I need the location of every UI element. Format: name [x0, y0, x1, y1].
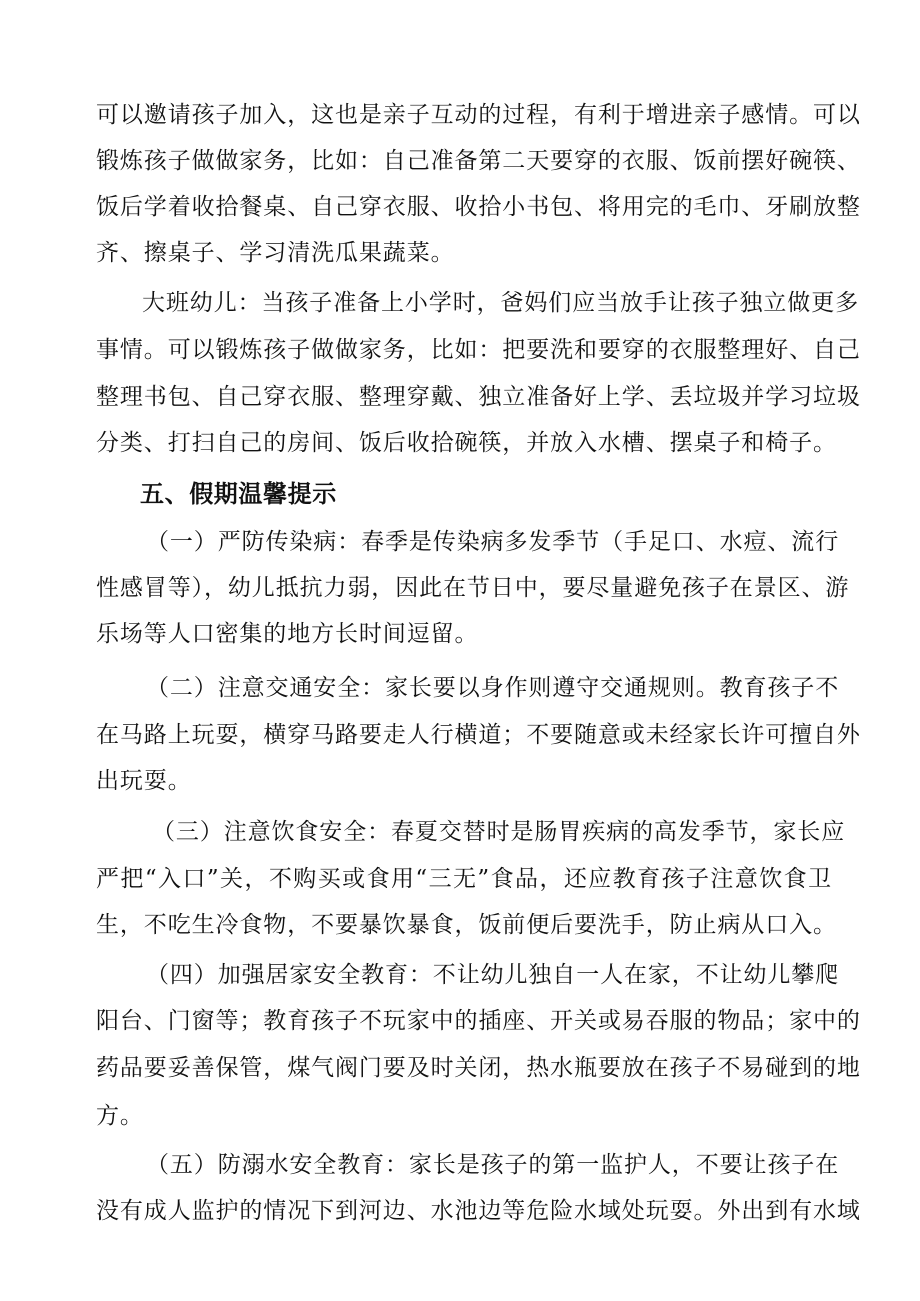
text-line: 锻炼孩子做做家务，比如：自己准备第二天要穿的衣服、饭前摆好碗筷、: [96, 148, 861, 174]
text-line: （一）严防传染病：春季是传染病多发季节（手足口、水痘、流行: [146, 529, 840, 555]
text-line: 性感冒等），幼儿抵抗力弱，因此在节日中，要尽量避免孩子在景区、游: [96, 575, 850, 601]
text-line: 药品要妥善保管，煤气阀门要及时关闭，热水瓶要放在孩子不易碰到的地: [96, 1055, 861, 1081]
section-heading: 五、假期温馨提示: [140, 480, 337, 508]
text-line: 方。: [96, 1103, 144, 1129]
text-line: 饭后学着收拾餐桌、自己穿衣服、收拾小书包、将用完的毛巾、牙刷放整: [96, 194, 861, 220]
text-line: （三）注意饮食安全：春夏交替时是肠胃疾病的高发季节，家长应: [152, 819, 846, 845]
text-line: 整理书包、自己穿衣服、整理穿戴、独立准备好上学、丢垃圾并学习垃圾: [96, 384, 861, 410]
text-line: 生，不吃生冷食物，不要暴饮暴食，饭前便后要洗手，防止病从口入。: [96, 912, 837, 938]
text-line: 大班幼儿：当孩子准备上小学时，爸妈们应当放手让孩子独立做更多: [142, 290, 859, 316]
text-line: 可以邀请孩子加入，这也是亲子互动的过程，有利于增进亲子感情。可以: [96, 102, 861, 128]
text-line: 严把“入口”关，不购买或食用“三无”食品，还应教育孩子注意饮食卫: [96, 866, 832, 892]
text-line: 在马路上玩耍，横穿马路要走人行横道；不要随意或未经家长许可擅自外: [96, 722, 861, 748]
text-line: （四）加强居家安全教育：不让幼儿独自一人在家，不让幼儿攀爬: [146, 962, 840, 988]
text-line: 分类、打扫自己的房间、饭后收拾碗筷，并放入水槽、摆桌子和椅子。: [96, 430, 837, 456]
text-line: 没有成人监护的情况下到河边、水池边等危险水域处玩耍。外出到有水域: [96, 1198, 861, 1224]
text-line: 阳台、门窗等；教育孩子不玩家中的插座、开关或易吞服的物品；家中的: [96, 1008, 861, 1034]
text-line: （二）注意交通安全：家长要以身作则遵守交通规则。教育孩子不: [146, 675, 840, 701]
text-line: （五）防溺水安全教育：家长是孩子的第一监护人，不要让孩子在: [146, 1152, 840, 1178]
text-line: 出玩耍。: [96, 768, 192, 794]
text-line: 齐、擦桌子、学习清洗瓜果蔬菜。: [96, 240, 455, 266]
text-line: 事情。可以锻炼孩子做做家务，比如：把要洗和要穿的衣服整理好、自己: [96, 337, 861, 363]
text-line: 乐场等人口密集的地方长时间逗留。: [96, 621, 479, 647]
